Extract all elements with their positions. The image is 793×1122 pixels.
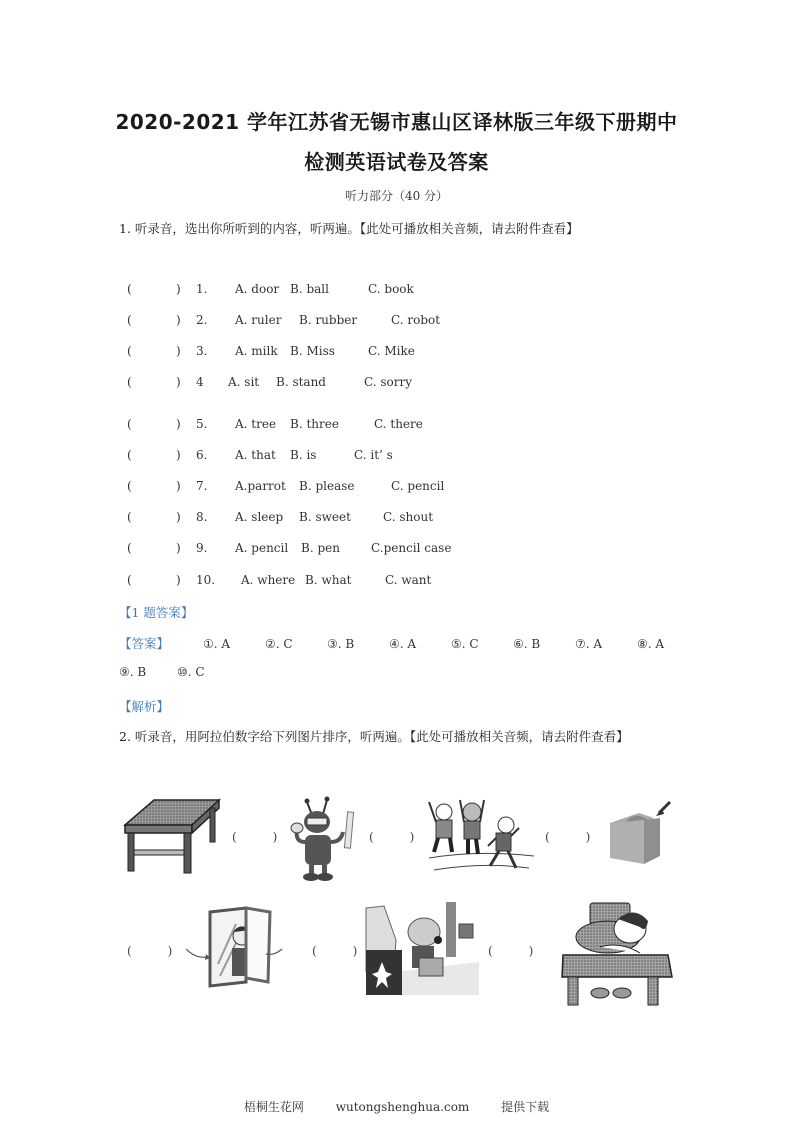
question-item xyxy=(127,344,415,358)
answer-blank-6[interactable]: ( ) xyxy=(488,944,534,958)
answer-item: ②. C xyxy=(265,637,293,651)
answer-blank-close: ) xyxy=(176,313,181,327)
option-b: B. what xyxy=(305,573,352,587)
picture-box xyxy=(604,798,674,872)
picture-desk xyxy=(122,795,222,879)
picture-robot xyxy=(287,790,362,886)
page-footer xyxy=(0,1098,793,1115)
option-c: C.pencil case xyxy=(371,541,452,555)
option-a: A.parrot xyxy=(235,479,286,493)
answer-item: ①. A xyxy=(203,637,231,651)
footer-note: 提供下载 xyxy=(501,1100,550,1114)
answer-blank-4[interactable]: ( ) xyxy=(127,944,173,958)
answer-blank-close: ) xyxy=(176,282,181,296)
answer-blank-5[interactable]: ( ) xyxy=(312,944,358,958)
question-item xyxy=(127,313,440,327)
answer-item: ⑤. C xyxy=(451,637,479,651)
option-b: B. ball xyxy=(290,282,329,296)
section-title: 听力部分（40 分） xyxy=(344,189,449,203)
answer-blank-open[interactable]: ( xyxy=(127,541,132,555)
item-number: 6. xyxy=(196,448,208,462)
answer-item: ⑧. A xyxy=(637,637,665,651)
answer-item: ⑨. B xyxy=(119,665,147,679)
option-b: B. rubber xyxy=(299,313,358,327)
option-b: B. please xyxy=(299,479,355,493)
option-c: C. Mike xyxy=(368,344,415,358)
answer-blank-open[interactable]: ( xyxy=(127,282,132,296)
answer-blank-open[interactable]: ( xyxy=(127,510,132,524)
footer-url[interactable]: wutongshenghua.com xyxy=(335,1100,470,1114)
answer-blank-open[interactable]: ( xyxy=(127,375,132,389)
answers-line2 xyxy=(119,665,235,679)
answer-blank-close: ) xyxy=(176,510,181,524)
option-b: B. stand xyxy=(276,375,326,389)
question-item xyxy=(127,479,444,493)
option-a: A. sit xyxy=(228,375,260,389)
question-item xyxy=(127,282,414,296)
answer-blank-1[interactable]: ( ) xyxy=(232,830,278,844)
answer-blank-open[interactable]: ( xyxy=(127,479,132,493)
item-number: 10. xyxy=(196,573,216,587)
document-title-line2: 检测英语试卷及答案 xyxy=(304,150,489,174)
option-c: C. want xyxy=(385,573,432,587)
option-c: C. pencil xyxy=(391,479,445,493)
answer-item: ③. B xyxy=(327,637,355,651)
answer-blank-close: ) xyxy=(176,479,181,493)
question-item xyxy=(127,541,451,555)
picture-cat-and-mouse xyxy=(364,900,479,999)
item-number: 4 xyxy=(196,375,204,389)
answer-blank-close: ) xyxy=(176,541,181,555)
option-a: A. that xyxy=(235,448,276,462)
option-a: A. pencil xyxy=(235,541,289,555)
picture-open-window xyxy=(184,904,284,993)
picture-children-running xyxy=(424,790,534,884)
answer-blank-2[interactable]: ( ) xyxy=(369,830,415,844)
answer-item: ⑥. B xyxy=(513,637,541,651)
option-a: A. where xyxy=(241,573,296,587)
option-b: B. Miss xyxy=(290,344,335,358)
answer-blank-open[interactable]: ( xyxy=(127,573,132,587)
option-a: A. sleep xyxy=(235,510,284,524)
option-c: C. it’ s xyxy=(354,448,393,462)
item-number: 5. xyxy=(196,417,208,431)
option-a: A. tree xyxy=(235,417,277,431)
answer-blank-open[interactable]: ( xyxy=(127,313,132,327)
option-c: C. there xyxy=(374,417,423,431)
answer-label: 【答案】 xyxy=(119,636,170,651)
answer-blank-open[interactable]: ( xyxy=(127,448,132,462)
answer-blank-open[interactable]: ( xyxy=(127,344,132,358)
answer-blank-close: ) xyxy=(176,417,181,431)
answer-item: ⑦. A xyxy=(575,637,603,651)
option-b: B. sweet xyxy=(299,510,351,524)
option-a: A. milk xyxy=(235,344,278,358)
answer-blank-close: ) xyxy=(176,344,181,358)
item-number: 8. xyxy=(196,510,208,524)
option-c: C. sorry xyxy=(364,375,413,389)
question1-heading: 1. 听录音，选出你所听到的内容，听两遍。【此处可播放相关音频，请去附件查看】 xyxy=(119,221,579,236)
question-item xyxy=(127,417,423,431)
option-a: A. ruler xyxy=(235,313,282,327)
item-number: 2. xyxy=(196,313,208,327)
answer-blank-close: ) xyxy=(176,375,181,389)
answer-blank-close: ) xyxy=(176,448,181,462)
item-number: 1. xyxy=(196,282,208,296)
answers-line1 xyxy=(119,634,664,652)
option-c: C. shout xyxy=(383,510,434,524)
answer-item: ④. A xyxy=(389,637,417,651)
question-item xyxy=(127,448,393,462)
answer-blank-3[interactable]: ( ) xyxy=(545,830,591,844)
question2-heading: 2. 听录音，用阿拉伯数字给下列图片排序，听两遍。【此处可播放相关音频，请去附件查看】 xyxy=(119,729,629,744)
option-b: B. is xyxy=(290,448,317,462)
option-c: C. robot xyxy=(391,313,441,327)
question-item xyxy=(127,510,433,524)
option-b: B. three xyxy=(290,417,339,431)
item-number: 7. xyxy=(196,479,208,493)
option-a: A. door xyxy=(235,282,280,296)
answer-item: ⑩. C xyxy=(177,665,205,679)
question-item xyxy=(127,573,431,587)
answer-blank-open[interactable]: ( xyxy=(127,417,132,431)
answer-blank-close: ) xyxy=(176,573,181,587)
picture-boy-sleeping xyxy=(560,897,675,1011)
footer-site-name: 梧桐生花网 xyxy=(243,1100,304,1114)
option-b: B. pen xyxy=(301,541,340,555)
analysis-label: 【解析】 xyxy=(119,699,170,714)
question-item xyxy=(127,375,412,389)
document-title-line1: 2020-2021 学年江苏省无锡市惠山区译林版三年级下册期中 xyxy=(115,110,678,134)
answer-heading: 【1 题答案】 xyxy=(119,605,194,620)
item-number: 9. xyxy=(196,541,208,555)
option-c: C. book xyxy=(368,282,414,296)
item-number: 3. xyxy=(196,344,208,358)
